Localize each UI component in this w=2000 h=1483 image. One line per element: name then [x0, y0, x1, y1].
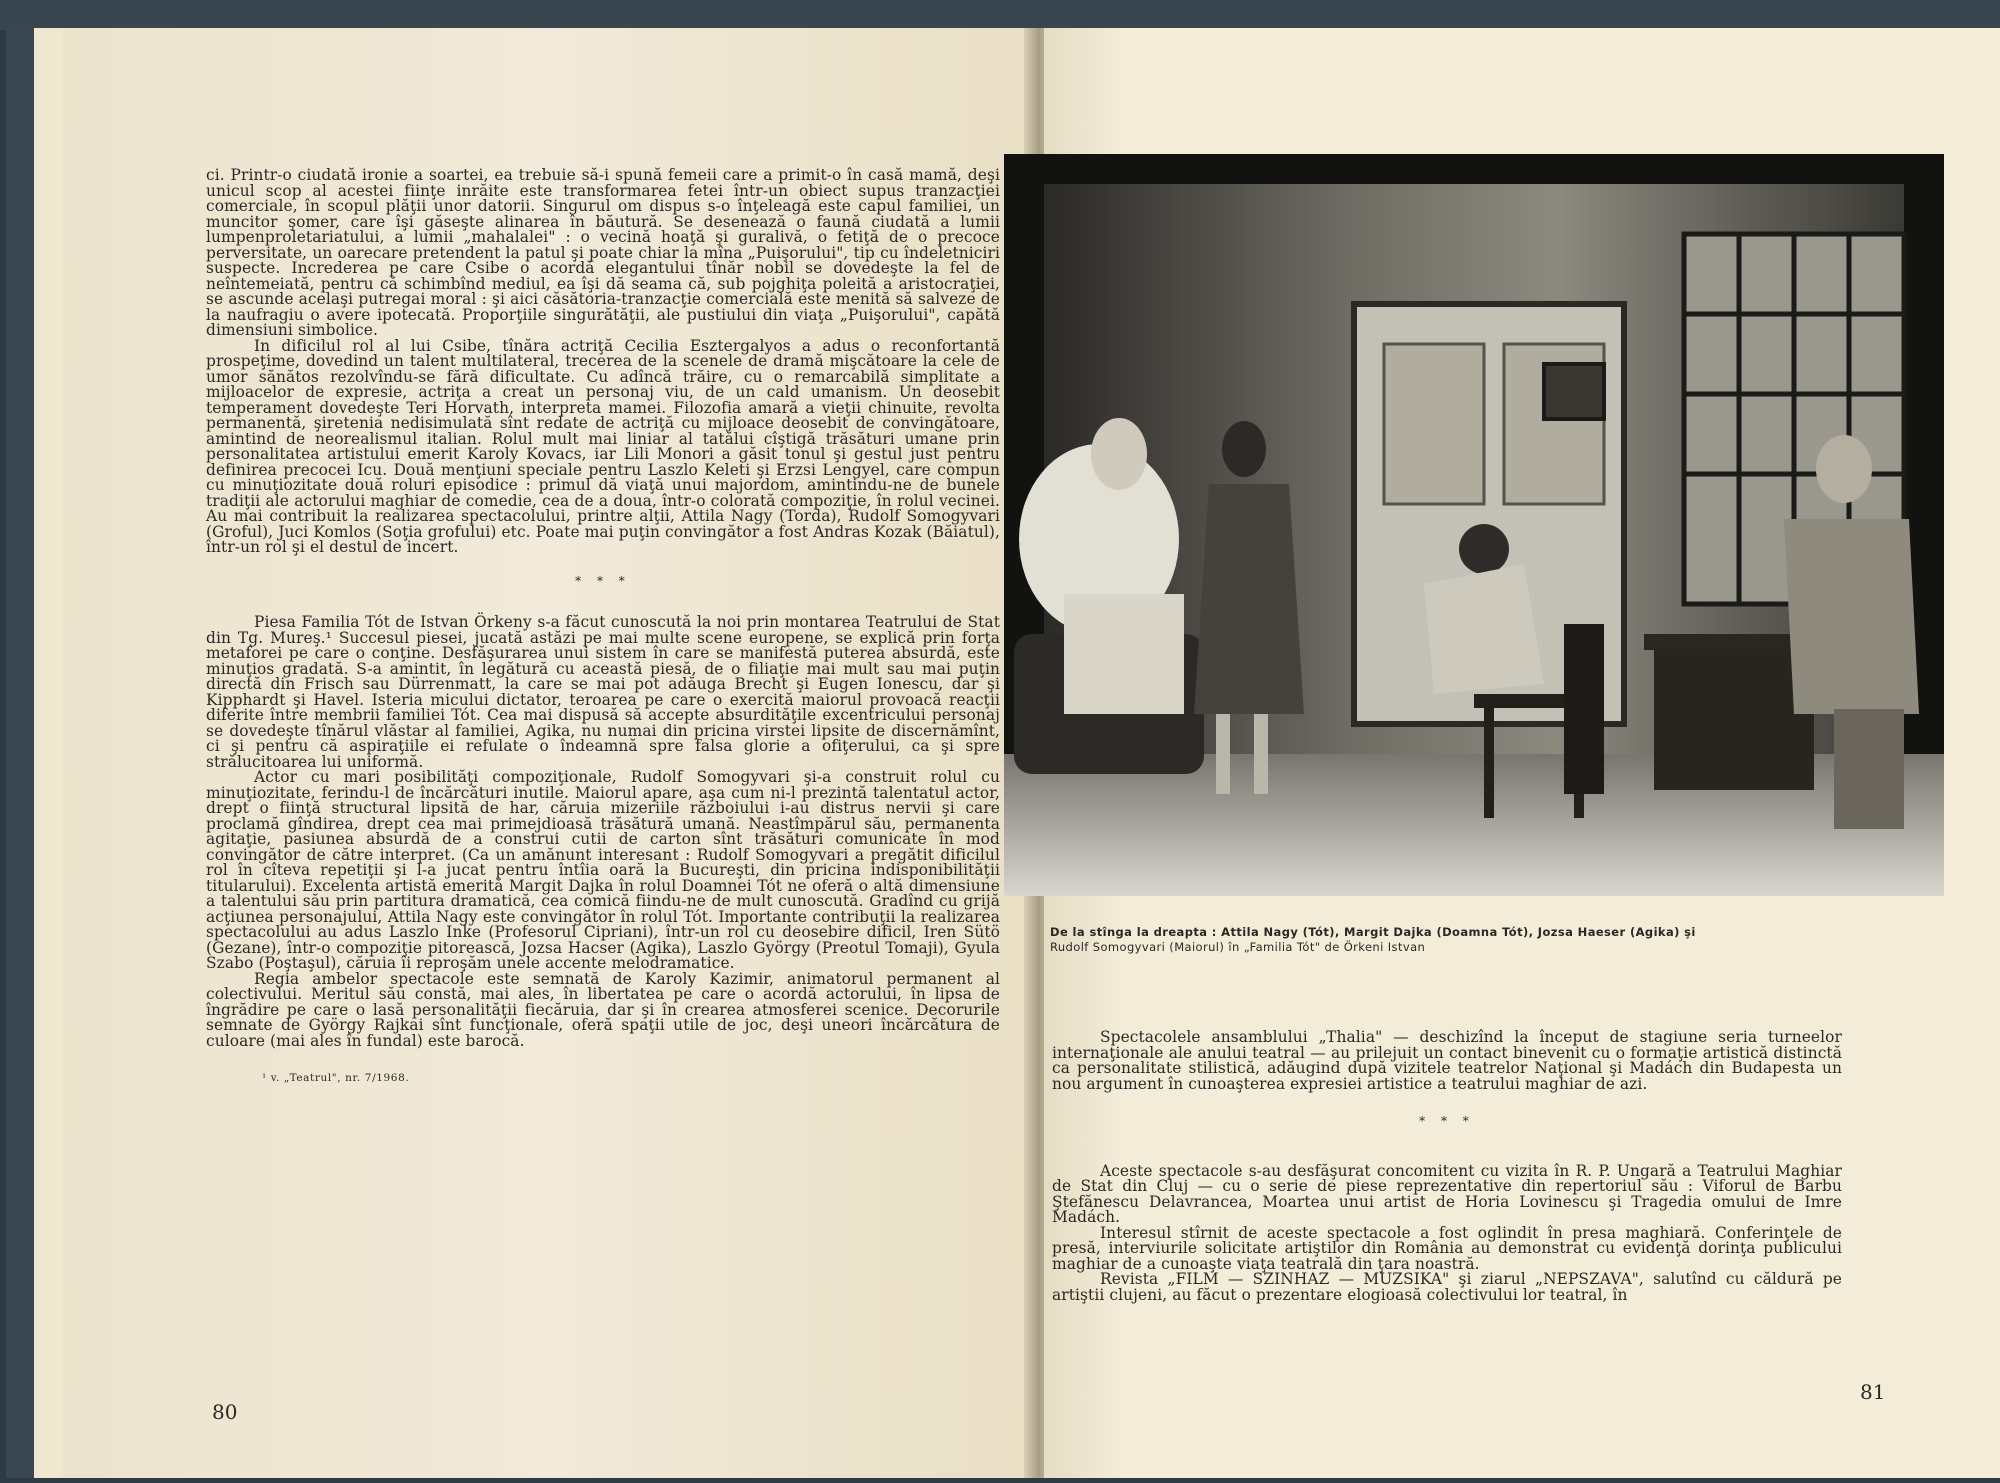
left-column — [206, 168, 1000, 1087]
page-number: 81 — [1860, 1380, 1886, 1404]
section-separator: * * * — [575, 573, 631, 588]
paragraph: ci. Printr-o ciudată ironie a soartei, ea trebuie să-i spună femeii care a primit-o în casă mamă, deşi unicul scop al acestei fiinţe inrăite este transformarea fetei într-un obiect supus tranzacţiei comerciale, în scopul plăţii unor datorii. Singurul om dispus s-o înţeleagă este capul familiei, un muncitor şomer, care îşi găseşte alinarea în băutură. Se desenează o faună ciudată a lumii lumpenproletariatului, a lumii „mahalalei" : o vecină hoaţă şi guralivă, o fetiţă de o precoce perversitate, un oarecare pretendent la patul şi poate chiar la mîna „Puişorului", tip cu îndeletniciri suspecte. Increderea pe care Csibe o acordă elegantului tînăr nobil se dovedeşte la fel de neîntemeiată, pentru că schimbînd mediul, ea îşi dă seama că, sub pojghiţa poleită a aristocraţiei, se ascunde acelaşi putregai moral : şi aici căsătoria-tranzacţie comercială este menită să salveze de la naufragiu o avere ipotecată. Proporţiile singurătăţii, ale pustiului din viaţa „Puişorului", capătă dimensiuni simbolice. — [206, 166, 1000, 339]
page-number: 80 — [212, 1400, 238, 1424]
paragraph: Actor cu mari posibilităţi compoziţionale, Rudolf Somogyvari şi-a construit rolul cu minuţiozitate, ferindu-l de încărcături inutile. Maiorul apare, aşa cum ni-l prezintă talentatul actor, drept o fiinţă structural lipsită de har, căruia mizeriile războiului i-au distrus nervii şi care proclamă gîndirea, drept cea mai primejdioasă trăsătură umană. Neastîmpărul său, permanenta agitaţie, pasiunea absurdă de a construi cutii de carton sînt trăsături comunicate în mod convingător de către interpret. (Ca un amănunt interesant : Rudolf Somogyvari a pregătit dificilul rol în cîteva repetiţii şi l-a jucat pentru întîia oară la Bucureşti, din pricina indisponibilităţii titularului). Excelenta artistă emerită Margit Dajka în rolul Doamnei Tót ne oferă o altă dimensiune a talentului său prin partitura dramatică, cea comică fiindu-ne de mult cunoscută. Gradînd cu grijă acţiunea personajului, Attila Nagy este convingător în rolul Tót. Importante contribuţii la realizarea spectacolului au adus Laszlo Inke (Profesorul Cipriani), într-un rol cu deosebire dificil, Iren Sütö (Gezane), într-o compoziţie pitorească, Jozsa Hacser (Agika), Laszlo György (Preotul Tomaji), Gyula Szabo (Poştaşul), căruia îi reproşăm unele accente melodramatice. — [206, 768, 1000, 972]
caption-line: Rudolf Somogyvari (Maiorul) în „Familia Tót" de Örkeni Istvan — [1050, 940, 1426, 954]
paragraph: Spectacolele ansamblului „Thalia" — deschizînd la început de stagiune seria turneelor internaţionale ale anului teatral — au prilejuit un contact binevenit cu o formaţie artistică distinctă ca personalitate stilistică, adăugind după vizitele teatrelor Naţional şi Madách din Budapesta un nou argument în cunoaşterea expresiei artistice a teatrului maghiar de azi. — [1052, 1028, 1842, 1093]
caption-line: De la stînga la dreapta : Attila Nagy (Tót), Margit Dajka (Doamna Tót), Jozsa Haeser (Agika) şi — [1050, 925, 1696, 939]
paragraph: Aceste spectacole s-au desfăşurat concomitent cu vizita în R. P. Ungară a Teatrului Maghiar de Stat din Cluj — cu o serie de piese reprezentative din repertoriul său : Viforul de Barbu Ştefănescu Delavrancea, Moartea unui artist de Horia Lovinescu şi Tragedia omului de Imre Madách. — [1052, 1161, 1842, 1226]
right-column — [1052, 1030, 1842, 1303]
left-page — [62, 28, 1042, 1478]
stage-photo-illustration — [1004, 154, 1944, 896]
paragraph: In dificilul rol al lui Csibe, tînăra actriţă Cecilia Esztergalyos a adus o reconfortantă prospeţime, dovedind un talent multilateral, trecerea de la scenele de dramă mişcătoare la cele de umor sănătos rezolvîndu-se fără dificultate. Cu adîncă trăire, cu o remarcabilă simplitate a mijloacelor de expresie, actriţa a creat un personaj viu, de un cald umanism. Un deosebit temperament dovedeşte Teri Horvath, interpreta mamei. Filozofia amară a vieţii chinuite, revolta permanentă, şiretenia nedisimulată sînt redate de actriţă cu mijloace deosebit de convingătoare, amintind de neorealismul italian. Rolul mult mai liniar al tatălui cîştigă trăsături umane prin personalitatea artistului emerit Karoly Kovacs, iar Lili Monori a găsit tonul şi gestul just pentru definirea precocei Icu. Două menţiuni speciale pentru Laszlo Keleti şi Erzsi Lengyel, care compun cu minuţiozitate două roluri episodice : primul dă viaţă unui majordom, amintindu-ne de bunele tradiţii ale actorului maghiar de comedie, cea de a doua, într-o colorată compoziţie, în rolul vecinei. Au mai contribuit la realizarea spectacolului, printre alţii, Attila Nagy (Torda), Rudolf Somogyvari (Groful), Juci Komlos (Soţia grofului) etc. Poate mai puţin convingător a fost Andras Kozak (Băiatul), într-un rol şi el destul de incert. — [206, 336, 1000, 556]
book-cover-edge — [0, 0, 2000, 30]
stage-photo — [1004, 154, 1944, 896]
section-separator: * * * — [1419, 1114, 1475, 1128]
footnote: ¹ v. „Teatrul", nr. 7/1968. — [262, 1072, 410, 1084]
paragraph: Regia ambelor spectacole este semnată de Karoly Kazimir, animatorul permanent al colectivului. Meritul său constă, mai ales, în libertatea pe care o acordă actorului, în lipsa de îngrădire pe care o lasă personalităţii fiecăruia, dar şi în crearea atmosferei scenice. Decorurile semnate de György Rajkai sînt funcţionale, oferă spaţii utile de joc, deşi uneori încărcătura de culoare (mai ales în fundal) este barocă. — [206, 969, 1000, 1050]
photo-caption — [1050, 925, 1845, 955]
paragraph: Revista „FILM — SZINHAZ — MUZSIKA" şi ziarul „NEPSZAVA", salutînd cu căldură pe artiştii clujeni, au făcut o prezentare elogioasă colectivului lor teatral, în — [1052, 1270, 1842, 1304]
paragraph: Interesul stîrnit de aceste spectacole a fost oglindit în presa maghiară. Conferinţele de presă, interviurile solicitate artiştilor din România au demonstrat cu evidenţă dorinţa publicului maghiar de a cunoaşte viaţa teatrală din ţara noastră. — [1052, 1223, 1842, 1273]
paragraph: Piesa Familia Tót de Istvan Örkeny s-a făcut cunoscută la noi prin montarea Teatrului de Stat din Tg. Mureş.¹ Succesul piesei, jucată astăzi pe mai multe scene europene, se explică prin forţa metaforei pe care o conţine. Desfăşurarea unui sistem în care se manifestă puterea absurdă, este minuţios gradată. S-a amintit, în legătură cu această piesă, de o filiaţie mai mult sau mai puţin directă din Frisch sau Dürrenmatt, la care se mai pot adăuga Brecht şi Eugen Ionescu, dar şi Kipphardt şi Havel. Isteria micului dictator, teroarea pe care o exercită maiorul provoacă reacţii diferite între membrii familiei Tót. Cea mai dispusă să accepte absurdităţile excentricului personaj se dovedeşte tînărul vlăstar al familiei, Agika, nu numai din pricina virstei lipsite de discernămînt, ci şi pentru că aspiraţiile ei refulate o îndeamnă spre falsa glorie a ofiţerului, ca şi spre strălucitoarea lui uniformă. — [206, 613, 1000, 771]
